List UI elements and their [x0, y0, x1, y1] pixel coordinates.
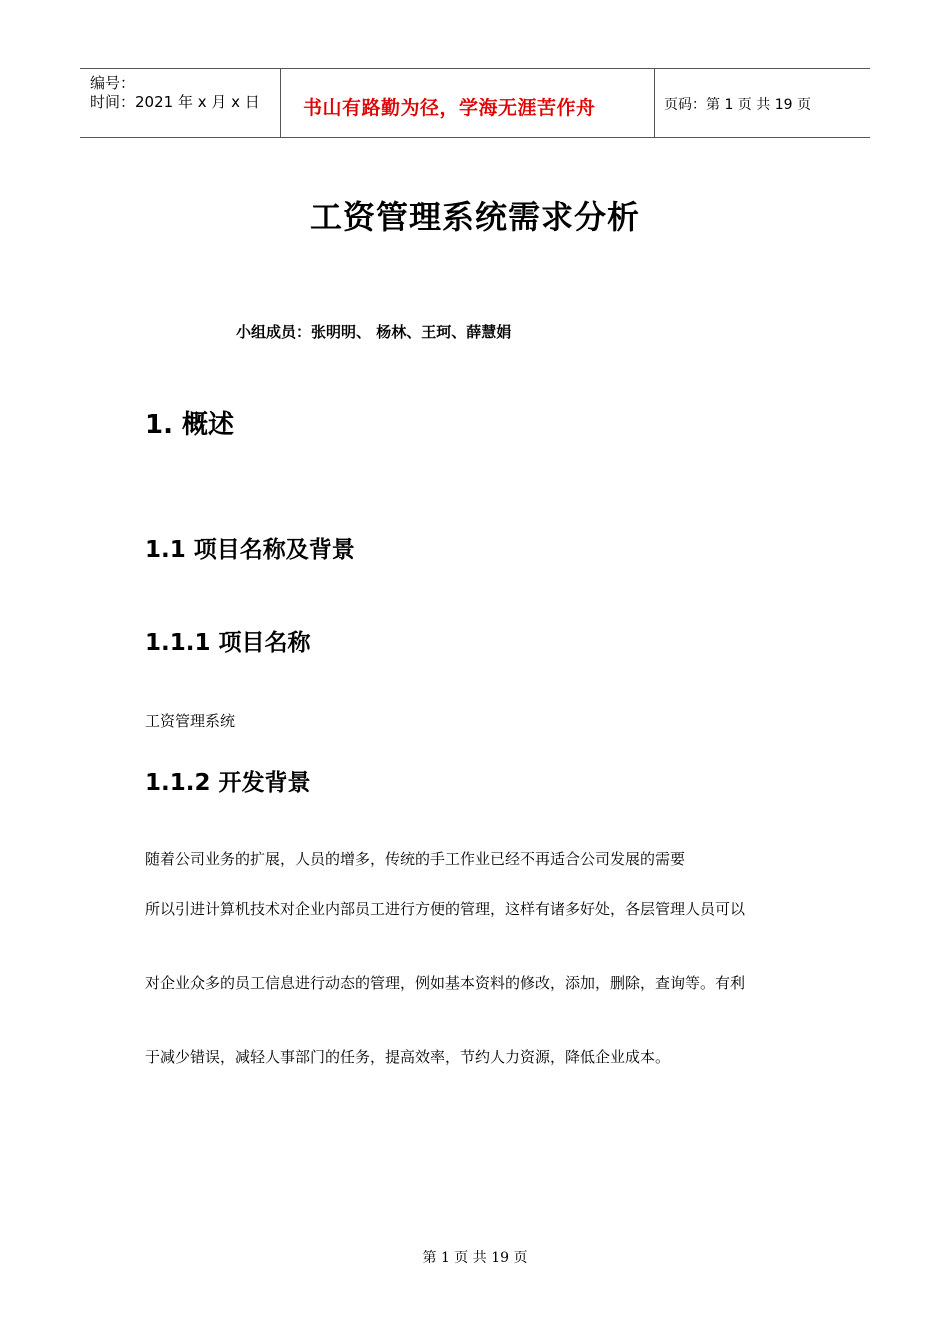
- heading-section-1: 1. 概述: [145, 410, 235, 440]
- project-name-text: 工资管理系统: [145, 712, 236, 730]
- header-meta-cell: [80, 69, 281, 137]
- date-label: 时间：2021 年 x 月 x 日: [90, 93, 260, 111]
- background-paragraph-3: 对企业众多的员工信息进行动态的管理，例如基本资料的修改，添加，删除，查询等。有利: [145, 974, 746, 992]
- group-members: 小组成员：张明明、 杨林、王珂、薛慧娟: [236, 323, 512, 341]
- page-footer: 第 1 页 共 19 页: [422, 1250, 528, 1266]
- number-label: 编号：: [90, 74, 136, 92]
- background-paragraph-1: 随着公司业务的扩展，人员的增多，传统的手工作业已经不再适合公司发展的需要: [145, 850, 686, 868]
- heading-section-1-1-2: 1.1.2 开发背景: [145, 770, 311, 796]
- header-table: [80, 68, 870, 138]
- heading-section-1-1-1: 1.1.1 项目名称: [145, 630, 311, 656]
- header-page-info: 页码：第 1 页 共 19 页: [664, 97, 811, 113]
- header-motto-cell: [281, 69, 655, 137]
- heading-section-1-1: 1.1 项目名称及背景: [145, 537, 355, 563]
- background-paragraph-4: 于减少错误，减轻人事部门的任务，提高效率，节约人力资源，降低企业成本。: [145, 1048, 671, 1066]
- header-page-cell: [655, 69, 870, 137]
- motto-text: 书山有路勤为径，学海无涯苦作舟: [303, 97, 596, 119]
- background-paragraph-2: 所以引进计算机技术对企业内部员工进行方便的管理，这样有诸多好处，各层管理人员可以: [145, 900, 746, 918]
- document-title: 工资管理系统需求分析: [309, 198, 640, 236]
